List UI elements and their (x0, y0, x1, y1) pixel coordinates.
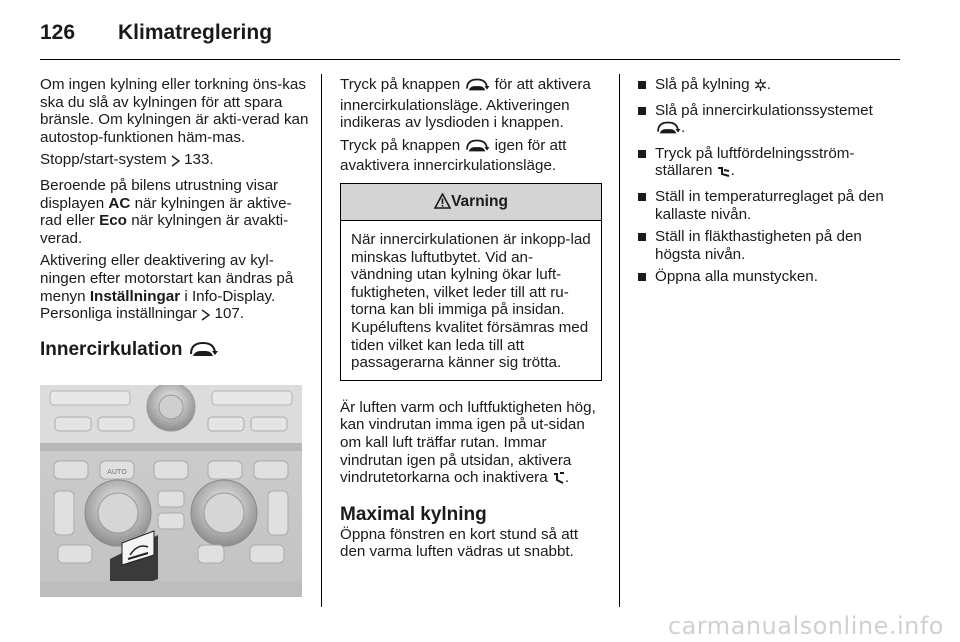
paragraph-activate (340, 76, 602, 132)
recirculation-icon (464, 77, 490, 97)
list-item: Öppna alla munstycken. (638, 268, 900, 286)
text-fragment: för att aktivera innercirkulationsläge. Aktiveringen indikeras av lysdioden i knappen. (340, 76, 591, 132)
heading-max-cooling: Maximal kylning (340, 503, 487, 525)
paragraph-settings-menu (40, 252, 310, 325)
text-fragment: Tryck på knappen (340, 136, 461, 154)
eco-label: Eco (99, 212, 127, 230)
text-fragment: när kylningen är avakti-verad. (40, 212, 289, 247)
recirculation-icon (655, 120, 681, 140)
air-distribution-icon (717, 165, 731, 183)
text-fragment: . (564, 469, 570, 487)
auto-button-label: AUTO (107, 468, 127, 476)
ac-label: AC (108, 194, 131, 212)
cooling-steps-list (638, 76, 900, 286)
column-divider (321, 74, 322, 607)
list-item-text: Tryck på luftfördelningsström-ställaren (655, 144, 855, 180)
list-item: Ställ in fläkthastigheten på den högsta nivån. (638, 228, 900, 263)
settings-page: 107. (214, 305, 245, 323)
page-number: 126 (40, 21, 76, 44)
page-ref-arrow-icon (201, 308, 210, 326)
list-item (638, 102, 900, 140)
list-item-end: . (730, 162, 735, 180)
paragraph-fuel-saving: Om ingen kylning eller torkning öns-kas ska du slå av kylningen för att spara bränsle. Om kylningen är akti-verad kan autostop-funktionen häm-mas. (40, 76, 309, 146)
recirculation-icon (464, 138, 490, 158)
column-2 (340, 76, 602, 566)
heading-recirculation (40, 338, 310, 365)
text-fragment: Beroende på bilens utrustning visar displayen (40, 176, 279, 212)
stop-start-link[interactable]: Stopp/start-system (40, 151, 167, 169)
list-item (638, 145, 900, 183)
text-fragment: Aktivering eller deaktivering av kyl-ningen efter motorstart kan ändras på menyn (40, 252, 294, 305)
column-1 (40, 76, 310, 373)
list-item (638, 76, 900, 97)
warning-title-text: Varning (451, 192, 508, 210)
text-fragment: Tryck på knappen (340, 76, 461, 93)
paragraph-stop-start-ref (40, 151, 310, 172)
text-fragment: igen för att avaktivera innercirkulationsläge. (340, 136, 567, 175)
settings-menu-label: Inställningar (89, 287, 181, 305)
warning-triangle-icon (434, 187, 451, 223)
text-fragment: när kylningen är aktive-rad eller (40, 194, 292, 230)
watermark: carmanualsonline.info (667, 612, 944, 640)
page-ref-arrow-icon (171, 154, 180, 172)
heading-text: Innercirkulation (40, 338, 183, 360)
warning-body: När innercirkulationen är inkopp-lad minskas luftutbytet. Vid an-vändning utan kylning ökar luft-fuktigheten, vilket leder till att ru-torna kan bli immiga på insidan. Kupéluftens kvalitet försämras med tiden vilket kan leda till att passagerarna känner sig trötta. (351, 230, 591, 372)
warning-title (341, 184, 601, 221)
list-item-end: . (766, 76, 772, 93)
list-item: Ställ in temperaturreglaget på den kallaste nivån. (638, 188, 900, 223)
header-rule (40, 59, 900, 60)
text-fragment: Är luften varm och luftfuktigheten hög, kan vindrutan imma igen på ut-sidan om kall luft träffar rutan. Immar vindrutan igen på utsidan, aktivera vindrutetorkarna och inaktivera (340, 398, 596, 487)
paragraph-fogging (340, 399, 602, 490)
list-item-end: . (681, 119, 686, 137)
text-fragment: i Info-Display. Personliga inställningar (40, 287, 276, 323)
warning-box (340, 183, 602, 381)
list-item-text: Slå på innercirkulationssystemet (655, 101, 873, 119)
column-divider (619, 74, 620, 607)
stop-start-page: 133. (184, 151, 214, 169)
paragraph-open-windows: Öppna fönstren en kort stund så att den varma luften vädras ut snabbt. (340, 525, 579, 561)
paragraph-deactivate (340, 137, 602, 175)
column-3 (638, 76, 900, 291)
list-item-text: Slå på kylning (655, 76, 750, 93)
paragraph-display-indication (40, 177, 310, 247)
air-distribution-windshield-icon (552, 472, 565, 490)
recirculation-icon (188, 340, 218, 365)
page-title: Klimatreglering (118, 21, 273, 44)
snowflake-icon (754, 78, 767, 97)
climate-control-photo (40, 385, 302, 597)
